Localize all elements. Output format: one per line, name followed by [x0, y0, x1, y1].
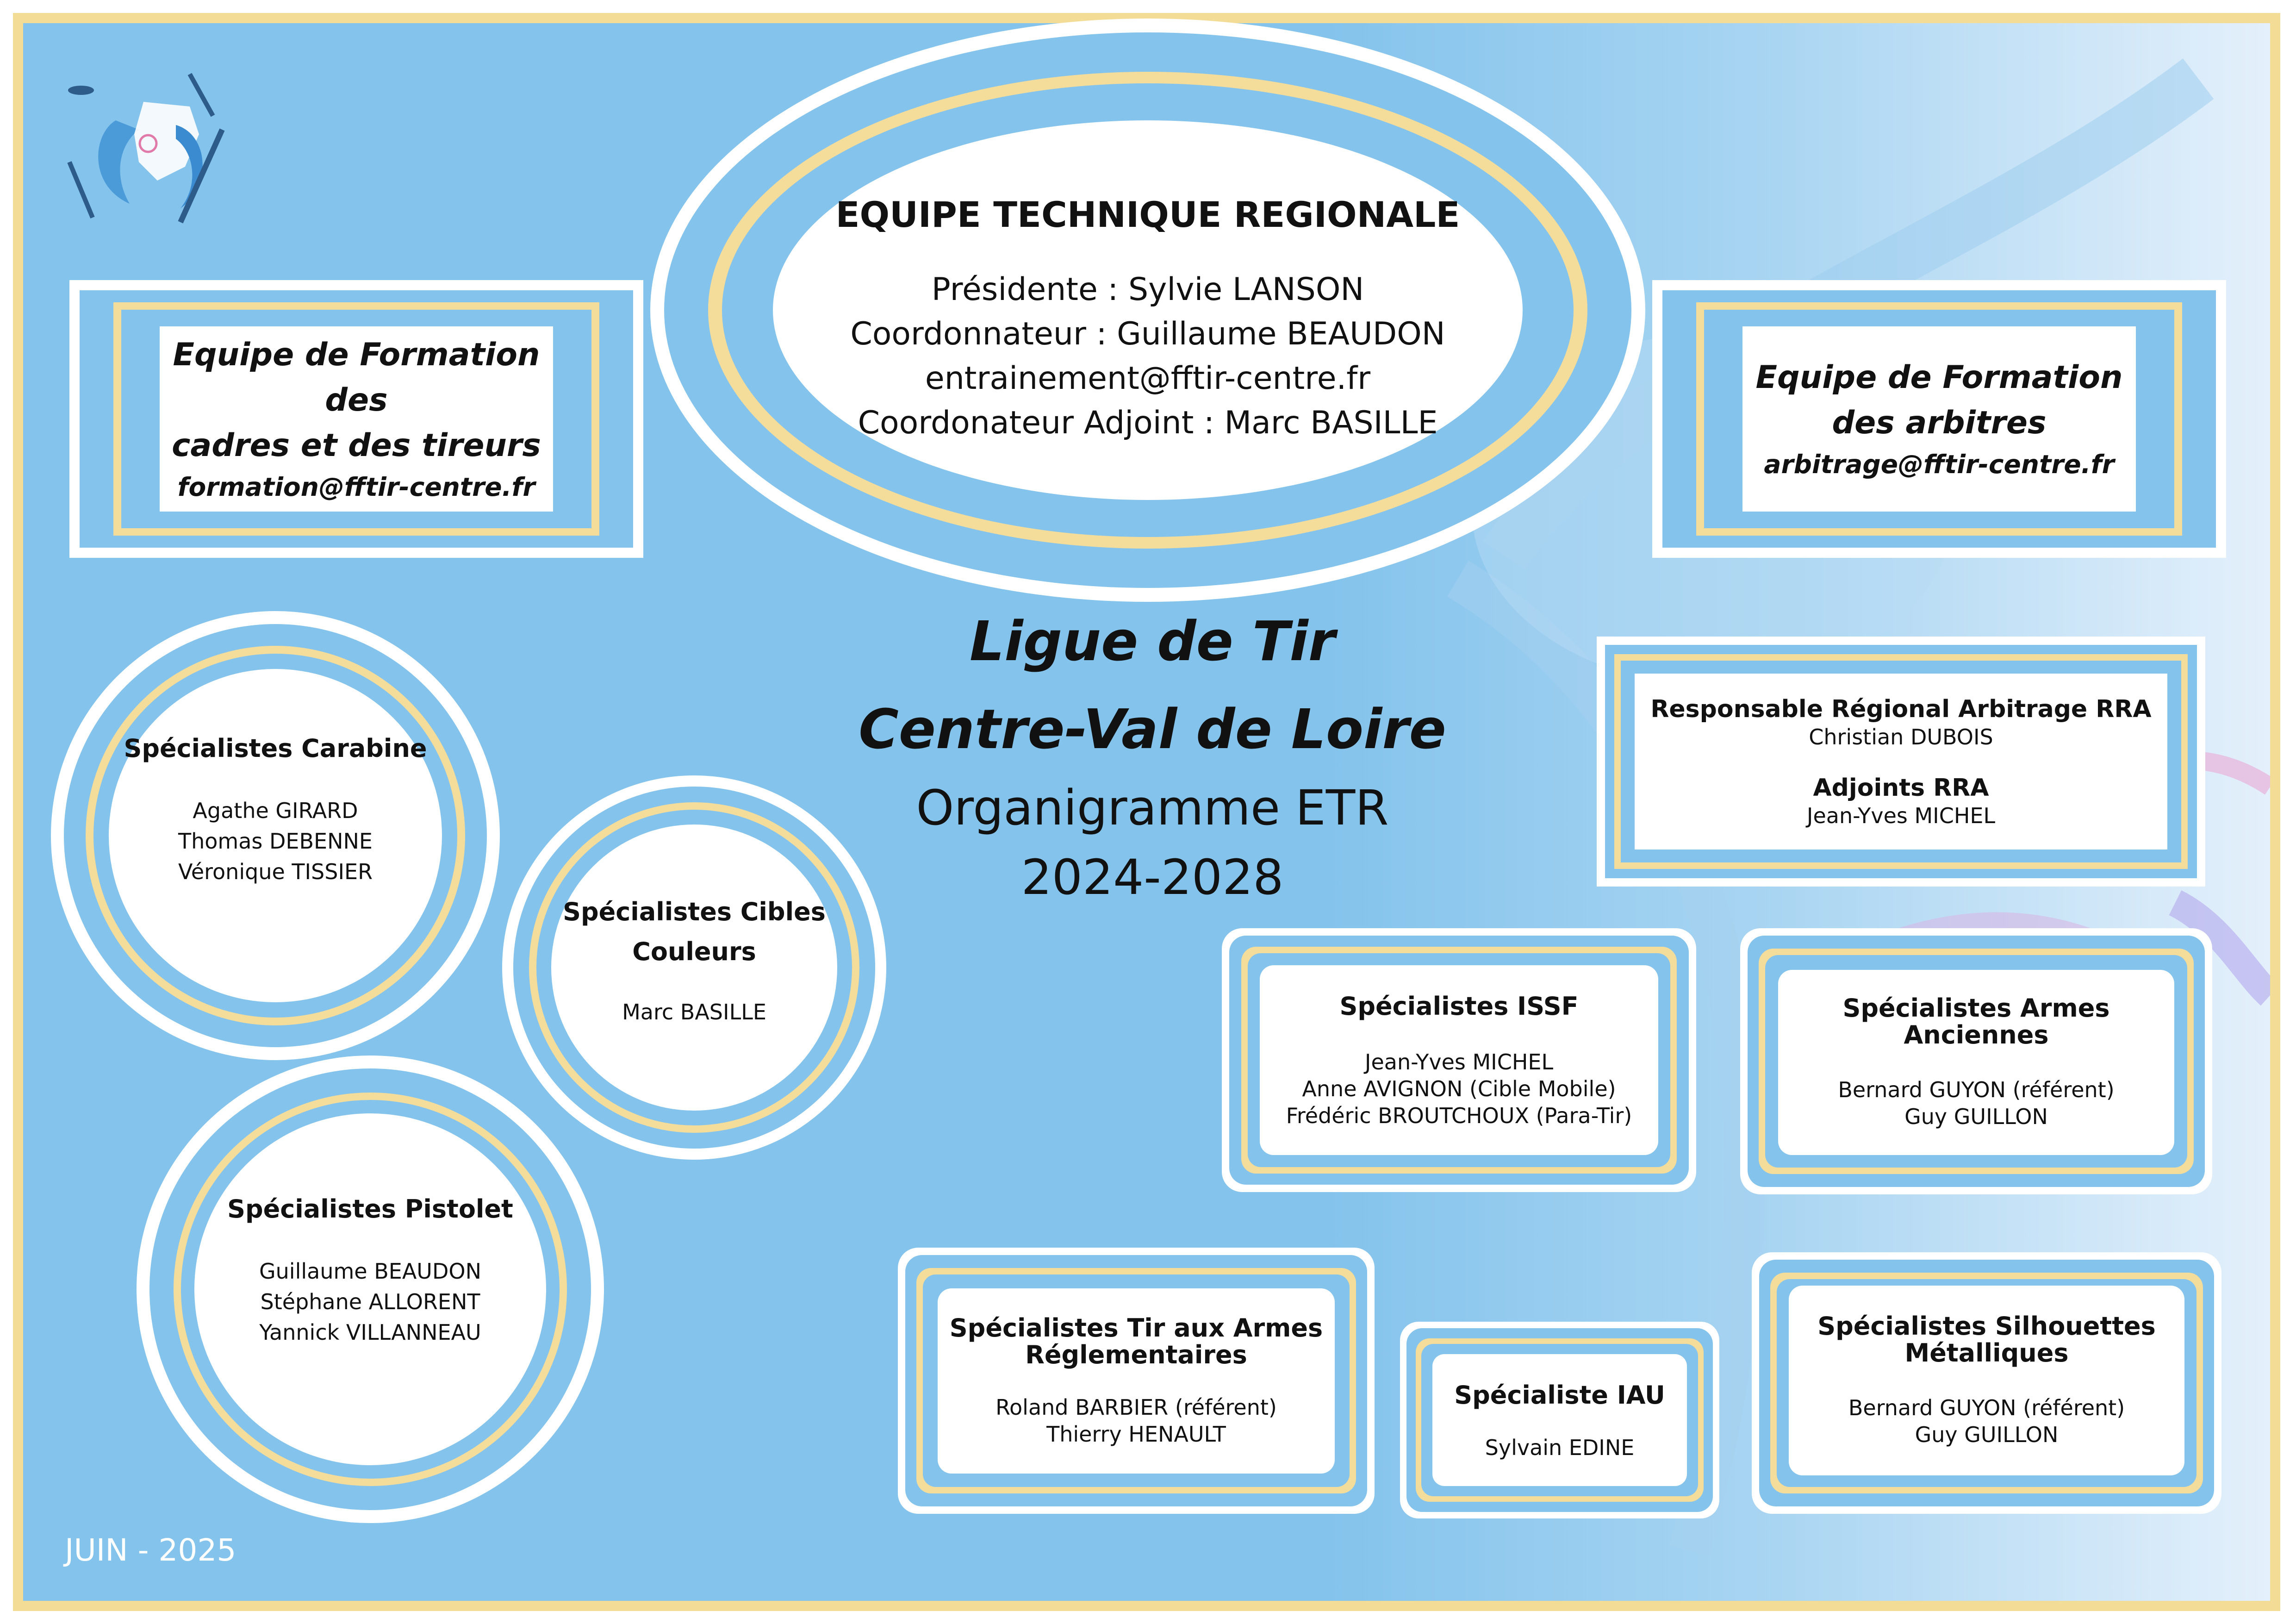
- league-name: Ligue de Tir: [970, 609, 1335, 673]
- armes-anciennes-box: [1740, 928, 2212, 1194]
- header-title: EQUIPE TECHNIQUE REGIONALE: [835, 194, 1460, 235]
- tar-title: Spécialistes Tir aux Armes: [949, 1313, 1323, 1343]
- rra-name: Christian DUBOIS: [1809, 725, 1993, 750]
- chart-subtitle: Organigramme ETR: [916, 780, 1389, 836]
- tar-member: Thierry HENAULT: [1046, 1421, 1226, 1447]
- header-line: Coordonateur Adjoint : Marc BASILLE: [858, 404, 1438, 441]
- silhouettes-member: Guy GUILLON: [1915, 1422, 2059, 1447]
- tar-box: [898, 1248, 1375, 1514]
- header-line: Présidente : Sylvie LANSON: [931, 271, 1364, 308]
- carabine-circle: [51, 611, 500, 1060]
- formation-arbitres-email[interactable]: arbitrage@fftir-centre.fr: [1764, 450, 2115, 479]
- pistolet-member: Yannick VILLANNEAU: [259, 1319, 481, 1345]
- issf-member: Anne AVIGNON (Cible Mobile): [1302, 1076, 1616, 1101]
- adjoints-name: Jean-Yves MICHEL: [1806, 803, 1996, 828]
- silhouettes-box: [1752, 1252, 2221, 1514]
- formation-arbitres-title: des arbitres: [1832, 405, 2047, 441]
- formation-arbitres-box: [1652, 280, 2226, 558]
- silhouettes-member: Bernard GUYON (référent): [1848, 1395, 2125, 1420]
- chart-period: 2024-2028: [1021, 849, 1284, 906]
- carabine-title: Spécialistes Carabine: [124, 733, 427, 763]
- issf-member: Frédéric BROUTCHOUX (Para-Tir): [1286, 1103, 1632, 1128]
- formation-cadres-title: Equipe de Formation des: [173, 337, 540, 418]
- cibles-title: Spécialistes Cibles: [563, 897, 826, 926]
- armes-anciennes-member: Bernard GUYON (référent): [1838, 1077, 2115, 1102]
- formation-cadres-email[interactable]: formation@fftir-centre.fr: [177, 472, 535, 502]
- league-region: Centre-Val de Loire: [859, 697, 1446, 761]
- armes-anciennes-title: Spécialistes Armes: [1842, 993, 2110, 1023]
- formation-cadres-box: [69, 280, 643, 558]
- logo: [60, 69, 236, 227]
- center-title: [787, 597, 1518, 921]
- pistolet-member: Guillaume BEAUDON: [259, 1258, 481, 1284]
- arbitrage-box: [1597, 637, 2205, 887]
- tar-title: Réglementaires: [1025, 1340, 1247, 1369]
- carabine-member: Véronique TISSIER: [178, 859, 373, 884]
- issf-member: Jean-Yves MICHEL: [1364, 1049, 1554, 1074]
- formation-cadres-title: cadres et des tireurs: [172, 427, 541, 464]
- pistolet-circle: [137, 1056, 604, 1523]
- header-line: Coordonnateur : Guillaume BEAUDON: [850, 315, 1445, 352]
- pistolet-member: Stéphane ALLORENT: [260, 1289, 480, 1314]
- carabine-member: Thomas DEBENNE: [178, 828, 373, 854]
- silhouettes-title: Métalliques: [1904, 1338, 2069, 1368]
- iau-box: [1400, 1322, 1719, 1518]
- iau-title: Spécialiste IAU: [1454, 1380, 1665, 1410]
- rra-title: Responsable Régional Arbitrage RRA: [1650, 695, 2152, 723]
- cibles-title: Couleurs: [632, 937, 756, 966]
- cibles-member: Marc BASILLE: [622, 999, 766, 1024]
- header-email[interactable]: entrainement@fftir-centre.fr: [925, 360, 1371, 397]
- pistolet-title: Spécialistes Pistolet: [227, 1194, 513, 1224]
- armes-anciennes-member: Guy GUILLON: [1904, 1104, 2048, 1129]
- footer-date: JUIN - 2025: [65, 1532, 236, 1568]
- header-oval: [650, 19, 1645, 602]
- issf-box: [1222, 928, 1696, 1192]
- formation-arbitres-title: Equipe de Formation: [1755, 359, 2123, 396]
- adjoints-title: Adjoints RRA: [1813, 774, 1989, 802]
- logo-shooting-icon: [60, 69, 236, 227]
- iau-member: Sylvain EDINE: [1485, 1435, 1635, 1460]
- tar-member: Roland BARBIER (référent): [996, 1394, 1277, 1420]
- silhouettes-title: Spécialistes Silhouettes: [1817, 1312, 2156, 1341]
- armes-anciennes-title: Anciennes: [1904, 1020, 2049, 1049]
- issf-title: Spécialistes ISSF: [1339, 991, 1579, 1021]
- carabine-member: Agathe GIRARD: [193, 798, 358, 823]
